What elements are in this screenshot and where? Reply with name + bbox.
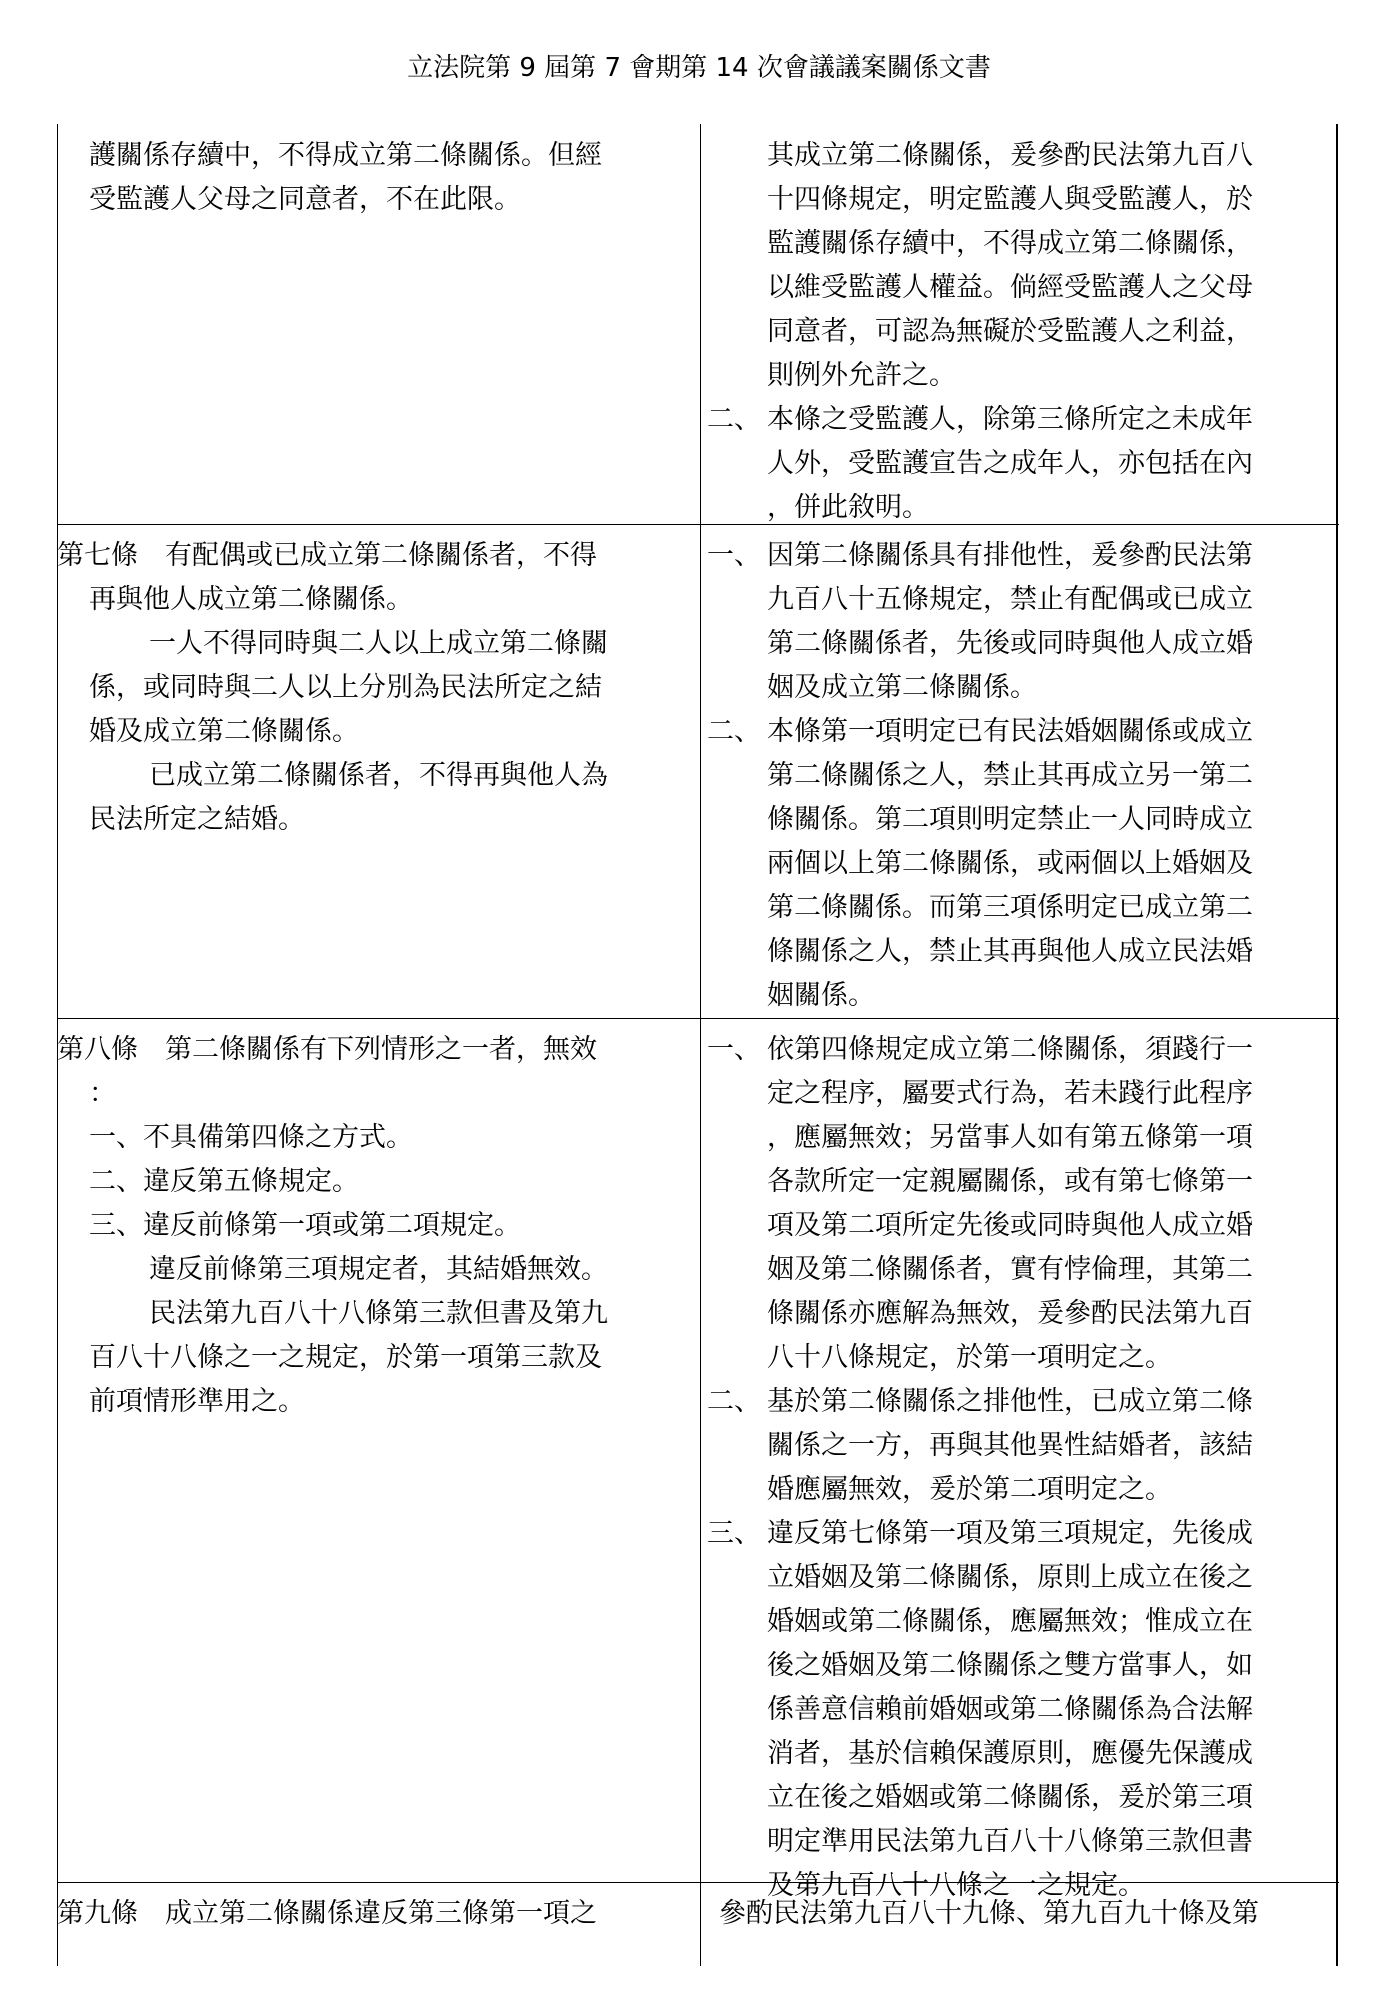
text-line: 基於第二條關係之排他性，已成立第二條 [767,1386,1253,1417]
text-line: ： [89,1078,116,1109]
text-line: 十四條規定，明定監護人與受監護人，於 [767,184,1253,215]
text-line: 因第二條關係具有排他性，爰參酌民法第 [767,540,1253,571]
row-divider [57,1018,1339,1019]
text-line: 再與他人成立第二條關係。 [89,584,413,615]
text-line: 定之程序，屬要式行為，若未踐行此程序 [767,1078,1253,1109]
text-line: 以維受監護人權益。倘經受監護人之父母 [767,272,1253,303]
text-line: 姻及成立第二條關係。 [767,672,1037,703]
text-line: ，應屬無效；另當事人如有第五條第一項 [767,1122,1253,1153]
text-line: 前項情形準用之。 [89,1386,305,1417]
text-line: 條關係。第二項則明定禁止一人同時成立 [767,804,1253,835]
text-line: 民法所定之結婚。 [89,804,305,835]
text-line: 婚應屬無效，爰於第二項明定之。 [767,1474,1172,1505]
text-line: ，併此敘明。 [767,492,929,523]
text-line: 則例外允許之。 [767,360,956,391]
text-line: 依第四條規定成立第二條關係，須踐行一 [767,1034,1253,1065]
text-line: 九百八十五條規定，禁止有配偶或已成立 [767,584,1253,615]
text-line: 護關係存續中，不得成立第二條關係。但經 [89,140,602,171]
item-number: 二、 [707,716,761,747]
list-item: 二、違反第五條規定。 [89,1166,359,1197]
text-line: 受監護人父母之同意者，不在此限。 [89,184,521,215]
list-item [707,398,1335,442]
text-line: 第二條關係。而第三項係明定已成立第二 [767,892,1253,923]
row1-right-cell [707,134,1335,530]
text-line: 參酌民法第九百八十九條、第九百九十條及第 [719,1898,1259,1929]
text-line: 違反第七條第一項及第三項規定，先後成 [767,1518,1253,1549]
text-line: 人外，受監護宣告之成年人，亦包括在內 [767,448,1253,479]
row2-right-cell [707,534,1335,1018]
text-line: 及第九百八十八條之一之規定。 [767,1870,1145,1901]
list-item [707,1512,1335,1556]
text-line: 民法第九百八十八條第三款但書及第九 [149,1298,608,1329]
text-line: 姻關係。 [767,980,875,1011]
article-title: 第七條 有配偶或已成立第二條關係者，不得 [57,540,597,571]
text-line: 後之婚姻及第二條關係之雙方當事人，如 [767,1650,1253,1681]
text-line: 婚姻或第二條關係，應屬無效；惟成立在 [767,1606,1253,1637]
list-item: 三、違反前條第一項或第二項規定。 [89,1210,521,1241]
item-number: 一、 [707,1034,761,1065]
row4-left-cell [57,1892,697,1936]
text-line: 百八十八條之一之規定，於第一項第三款及 [89,1342,602,1373]
item-number: 三、 [707,1518,761,1549]
text-line: 第二條關係者，先後或同時與他人成立婚 [767,628,1253,659]
item-number: 一、 [707,540,761,571]
item-number: 二、 [707,404,761,435]
text-line: 一人不得同時與二人以上成立第二條關 [149,628,608,659]
text-line: 各款所定一定親屬關係，或有第七條第一 [767,1166,1253,1197]
text-line: 同意者，可認為無礙於受監護人之利益， [767,316,1253,347]
text-line: 本條第一項明定已有民法婚姻關係或成立 [767,716,1253,747]
text-line: 兩個以上第二條關係，或兩個以上婚姻及 [767,848,1253,879]
article-title: 第九條 成立第二條關係違反第三條第一項之 [57,1898,597,1929]
text-line: 姻及第二條關係者，實有悖倫理，其第二 [767,1254,1253,1285]
list-item [707,1028,1335,1072]
text-line: 條關係之人，禁止其再與他人成立民法婚 [767,936,1253,967]
text-line: 本條之受監護人，除第三條所定之未成年 [767,404,1253,435]
text-line: 其成立第二條關係，爰參酌民法第九百八 [767,140,1253,171]
text-line: 違反前條第三項規定者，其結婚無效。 [149,1254,608,1285]
text-line: 婚及成立第二條關係。 [89,716,359,747]
item-number: 二、 [707,1386,761,1417]
text-line: 八十八條規定，於第一項明定之。 [767,1342,1172,1373]
text-line: 立婚姻及第二條關係，原則上成立在後之 [767,1562,1253,1593]
text-line: 條關係亦應解為無效，爰參酌民法第九百 [767,1298,1253,1329]
text-line: 消者，基於信賴保護原則，應優先保護成 [767,1738,1253,1769]
text-line: 立在後之婚姻或第二條關係，爰於第三項 [767,1782,1253,1813]
row2-left-cell [57,534,697,842]
text-line: 明定準用民法第九百八十八條第三款但書 [767,1826,1253,1857]
text-line: 監護關係存續中，不得成立第二條關係， [767,228,1253,259]
list-item [707,710,1335,754]
row3-right-cell [707,1028,1335,1908]
text-line: 第二條關係之人，禁止其再成立另一第二 [767,760,1253,791]
row3-left-cell [57,1028,697,1424]
text-line: 項及第二項所定先後或同時與他人成立婚 [767,1210,1253,1241]
table-column-divider [700,124,701,1966]
text-line: 已成立第二條關係者，不得再與他人為 [149,760,608,791]
list-item: 一、不具備第四條之方式。 [89,1122,413,1153]
article-title: 第八條 第二條關係有下列情形之一者，無效 [57,1034,597,1065]
comparison-table [57,124,1339,1966]
row4-right-cell [707,1892,1335,1936]
list-item [707,534,1335,578]
list-item [707,1380,1335,1424]
text-line: 係善意信賴前婚姻或第二條關係為合法解 [767,1694,1253,1725]
text-line: 係，或同時與二人以上分別為民法所定之結 [89,672,602,703]
text-line: 關係之一方，再與其他異性結婚者，該結 [767,1430,1253,1461]
page-header: 立法院第 9 屆第 7 會期第 14 次會議議案關係文書 [407,53,991,83]
table-right-border [1336,124,1338,1966]
row1-left-cell [57,134,697,222]
